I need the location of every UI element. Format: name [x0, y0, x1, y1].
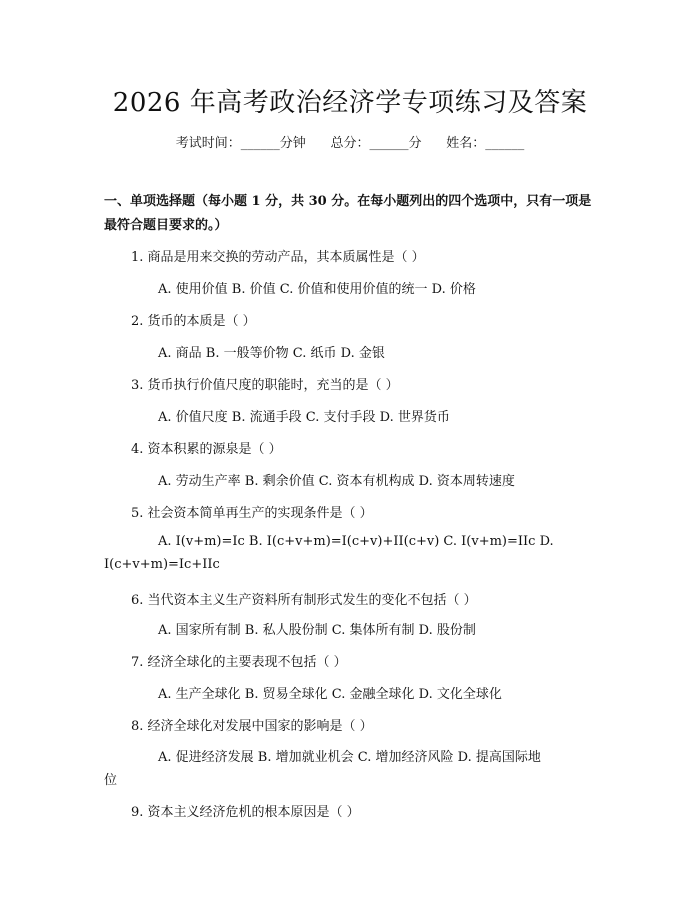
question-options: A. 使用价值 B. 价值 C. 价值和使用价值的统一 D. 价格: [158, 282, 476, 297]
question-options: A. 商品 B. 一般等价物 C. 纸币 D. 金银: [158, 346, 385, 361]
question-stem: 9. 资本主义经济危机的根本原因是（ ）: [131, 805, 360, 820]
question-options: A. 生产全球化 B. 贸易全球化 C. 金融全球化 D. 文化全球化: [158, 687, 502, 702]
section-heading: 一、单项选择题（每小题 1 分，共 30 分。在每小题列出的四个选项中，只有一项是最符合题目要求的。）: [104, 194, 592, 233]
question-options: A. I(v+m)=Ic B. I(c+v+m)=I(c+v)+II(c+v) C. I(v+m)=IIc D.: [158, 534, 554, 549]
question-stem: 8. 经济全球化对发展中国家的影响是（ ）: [131, 719, 373, 734]
question-stem: 5. 社会资本简单再生产的实现条件是（ ）: [131, 506, 373, 521]
question-stem: 2. 货币的本质是（ ）: [131, 314, 256, 329]
question-options-continued: 位: [104, 773, 118, 788]
question-options-continued: I(c+v+m)=Ic+IIc: [104, 557, 220, 572]
question-options: A. 劳动生产率 B. 剩余价值 C. 资本有机构成 D. 资本周转速度: [158, 474, 515, 489]
page-title: 2026 年高考政治经济学专项练习及答案: [112, 88, 588, 118]
question-stem: 7. 经济全球化的主要表现不包括（ ）: [131, 655, 347, 670]
question-stem: 1. 商品是用来交换的劳动产品，其本质属性是（ ）: [131, 250, 425, 265]
exam-meta-line: 考试时间：______分钟 总分：______分 姓名：______: [175, 136, 525, 151]
question-stem: 3. 货币执行价值尺度的职能时，充当的是（ ）: [131, 378, 399, 393]
question-options: A. 国家所有制 B. 私人股份制 C. 集体所有制 D. 股份制: [158, 623, 476, 638]
question-stem: 6. 当代资本主义生产资料所有制形式发生的变化不包括（ ）: [131, 593, 477, 608]
question-options: A. 价值尺度 B. 流通手段 C. 支付手段 D. 世界货币: [158, 410, 450, 425]
question-stem: 4. 资本积累的源泉是（ ）: [131, 442, 282, 457]
question-options: A. 促进经济发展 B. 增加就业机会 C. 增加经济风险 D. 提高国际地: [158, 750, 541, 765]
